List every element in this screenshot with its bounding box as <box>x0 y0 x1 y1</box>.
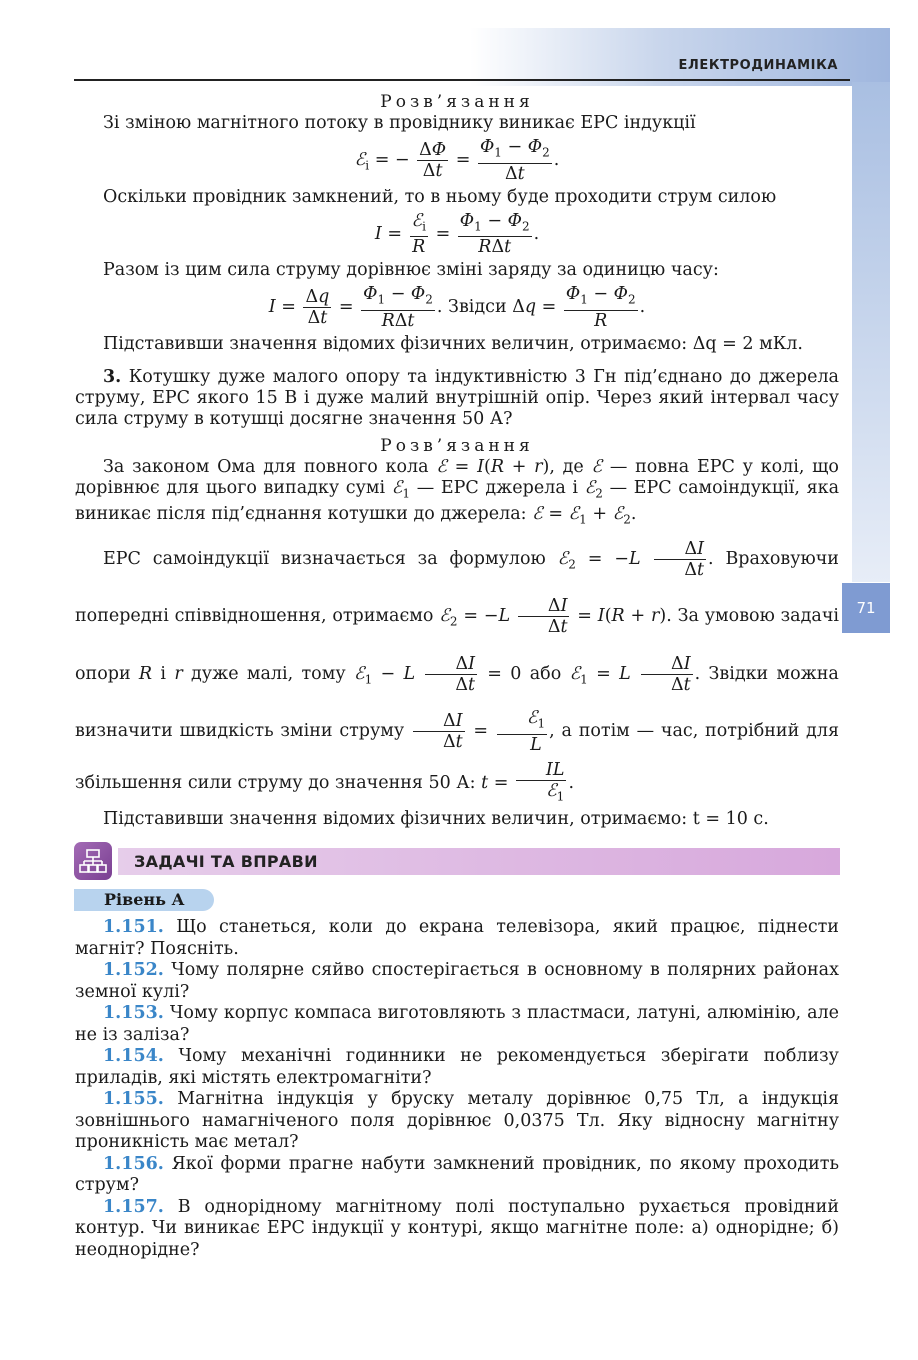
list-item: 1.152. Чому полярне сяйво спостерігається в основному в полярних районах земної кулі? <box>75 960 839 1002</box>
page-number: 71 <box>842 583 890 633</box>
section-title: ЕЛЕКТРОДИНАМІКА <box>678 58 838 73</box>
tasks-title: ЗАДАЧІ ТА ВПРАВИ <box>134 852 318 871</box>
list-item: 1.155. Магнітна індукція у бруску металу дорівнює 0,75 Тл, а індукція зовнішнього намагніченого поля дорівнює 0,0375 Тл. Яку відносну магнітну проникність має метал? <box>75 1089 839 1152</box>
paragraph: Разом із цим сила струму дорівнює зміні заряду за одиницю часу: <box>103 260 719 280</box>
paragraph: Підставивши значення відомих фізичних величин, отримаємо: Δq = 2 мКл. <box>103 333 803 354</box>
header-rule <box>74 79 850 81</box>
problem-3: 3. Котушку дуже малого опору та індуктивністю 3 Гн під’єднано до джерела струму, ЕРС якого 15 В і дуже малий внутрішній опір. Через який інтервал часу сила струму в котушці досягне значення 50 А? <box>75 366 839 429</box>
list-item: 1.154. Чому механічні годинники не рекомендується зберігати поблизу приладів, які містять електромагніти? <box>75 1046 839 1088</box>
side-gradient-band <box>852 82 890 582</box>
equation-current: I = ℰ$_i$ R = $\Phi_1 - \Phi_2$ RΔt . <box>374 210 540 257</box>
level-label: Рівень А <box>104 890 185 909</box>
paragraph: Зі зміною магнітного потоку в провіднику виникає ЕРС індукції <box>103 113 696 133</box>
list-item: 1.157. В однорідному магнітному полі поступально рухається провідний контур. Чи виникає ЕРС індукції у контурі, якщо магнітне поле: а) однорідне; б) неоднорідне? <box>75 1196 839 1260</box>
header-gradient-band <box>470 28 890 86</box>
list-item: 1.156. Якої форми прагне набути замкнений провідник, по якому проходить струм? <box>75 1153 839 1195</box>
tasks-header <box>74 842 840 880</box>
list-item: 1.153. Чому корпус компаса виготовляють з пластмаси, латуні, алюмінію, але не із заліза? <box>75 1003 839 1045</box>
paragraph: Підставивши значення відомих фізичних величин, отримаємо: t = 10 с. <box>103 809 769 829</box>
paragraph: За законом Ома для повного кола ℰ = I(R + r), де ℰ — повна ЕРС у колі, що дорівнює для цього випадку сумі ℰ$_1$ — ЕРС джерела і ℰ$_2$ — ЕРС самоіндукції, яка виникає після під’єднання котушки до джерела: ℰ = ℰ$_1$ + ℰ$_2$. <box>75 456 839 527</box>
tasks-list <box>75 917 839 1261</box>
hierarchy-icon <box>74 842 112 880</box>
main-content <box>75 92 839 830</box>
equation-charge: I = $\frac{\Delta q}{\Delta t}$ = $\Phi_1 - \Phi_2$ RΔt . Звідси Δq = $\frac{\Phi_1 - \Phi_2}{R}$ . <box>268 284 646 331</box>
solution-heading: Розв’язання <box>380 92 534 112</box>
solution-heading: Розв’язання <box>380 435 534 456</box>
list-item: 1.151. Що станеться, коли до екрана телевізора, який працює, піднести магніт? Поясніть. <box>75 917 839 959</box>
paragraph: Оскільки провідник замкнений, то в ньому буде проходити струм силою <box>103 186 777 207</box>
paragraph: ЕРС самоіндукції визначається за формулою ℰ$_2$ = −L $\frac{\Delta I}{\Delta t}$ . Враховуючи попередні співвідношення, отримаємо ℰ$_2$ = −L $\frac{\Delta I}{\Delta t}$ = I(R + r). За умовою задачі опори R і r дуже малі, тому ℰ$_1$ − L $\frac{\Delta I}{\Delta t}$ = 0 або ℰ$_1$ = L $\frac{\Delta I}{\Delta t}$ . Звідки можна визначити швидкість зміни струму $\frac{\Delta I}{\Delta t}$ = ℰ$_1$ L , а потім — час, потрібний для збільшення сили струму до значення 50 А: t = IL ℰ$_1$ . <box>75 538 839 804</box>
equation-emf: ℰ$_i$ = − $\frac{\Delta\Phi}{\Delta t}$ = $\frac{\Phi_1 - \Phi_2}{\Delta t}$ . <box>354 137 560 184</box>
